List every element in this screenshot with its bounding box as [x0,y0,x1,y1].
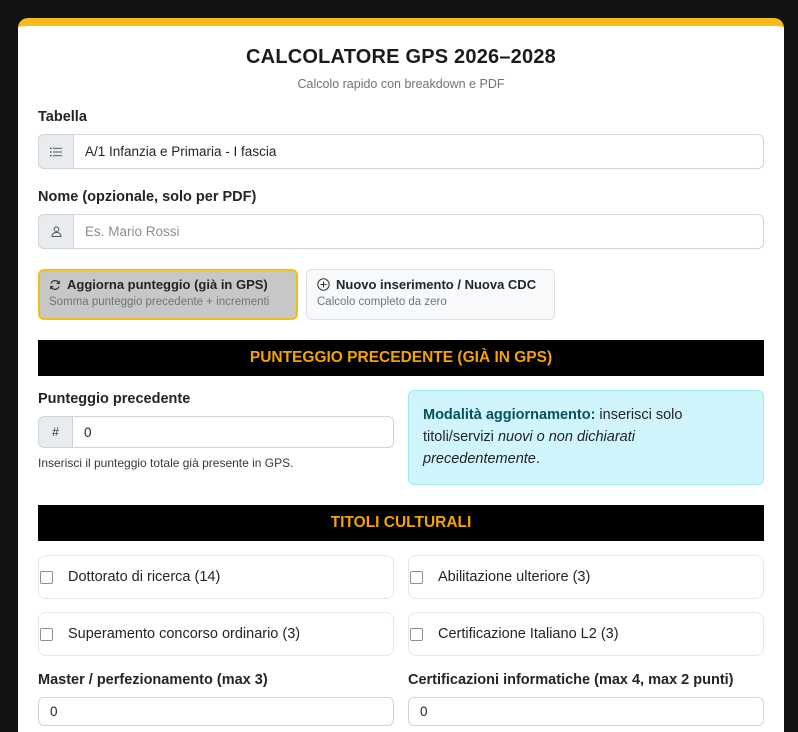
mode-nuovo-title-row [317,277,544,292]
mode-aggiorna-subtitle: Somma punteggio precedente + incrementi [49,296,270,308]
section-header-precedente: PUNTEGGIO PRECEDENTE (GIÀ IN GPS) [38,340,764,376]
tabella-select[interactable] [38,134,764,169]
checkbox[interactable] [410,628,423,641]
check-dottorato-label: Dottorato di ricerca (14) [68,569,221,585]
cert-info-input[interactable]: 0 [408,697,764,726]
punteggio-precedente-label: Punteggio precedente [38,391,191,407]
check-abilitazione-label: Abilitazione ulteriore (3) [438,569,591,585]
user-icon [38,214,73,249]
check-concorso-label: Superamento concorso ordinario (3) [68,626,301,642]
master-input[interactable]: 0 [38,697,394,726]
nome-label: Nome (opzionale, solo per PDF) [38,189,257,205]
cert-info-group [408,672,764,726]
mode-aggiorna-title: Aggiorna punteggio (già in GPS) [67,277,268,292]
mode-nuovo-title: Nuovo inserimento / Nuova CDC [336,277,537,292]
tabella-value[interactable]: A/1 Infanzia e Primaria - I fascia [73,134,764,169]
hash-icon: # [38,416,72,448]
nome-field[interactable] [38,214,764,249]
check-abilitazione[interactable] [408,555,764,599]
cert-info-label: Certificazioni informatiche (max 4, max 2 punti) [408,672,734,688]
alert-text: inserisci solo titoli/servizi [423,407,683,445]
mode-selector [38,269,764,320]
alert-bold: Modalità aggiornamento: [423,407,596,423]
checkbox[interactable] [410,571,423,584]
list-icon [38,134,73,169]
refresh-icon [49,279,61,291]
mode-nuovo-subtitle: Calcolo completo da zero [317,296,447,308]
master-group [38,672,394,726]
alert-italic: nuovi o non dichiarati precedentemente [423,429,635,467]
mode-nuovo-button[interactable] [306,269,555,320]
punteggio-precedente-input[interactable]: 0 [72,416,394,448]
info-alert [408,390,764,485]
section-header-titoli: TITOLI CULTURALI [38,505,764,541]
alert-end: . [535,451,540,467]
nome-input[interactable]: Es. Mario Rossi [73,214,764,249]
punteggio-precedente-field[interactable] [38,416,394,448]
calculator-card [18,18,784,732]
checkbox[interactable] [40,571,53,584]
master-label: Master / perfezionamento (max 3) [38,672,268,688]
check-concorso[interactable] [38,612,394,656]
page-title: CALCOLATORE GPS 2026–2028 [246,46,556,68]
mode-aggiorna-title-row [49,277,287,292]
punteggio-precedente-group [38,390,394,485]
plus-circle-icon [317,278,330,291]
mode-aggiorna-button[interactable] [38,269,298,320]
page-subtitle: Calcolo rapido con breakdown e PDF [297,77,505,91]
check-italiano-l2-label: Certificazione Italiano L2 (3) [438,626,619,642]
tabella-label: Tabella [38,109,87,125]
punteggio-precedente-hint: Inserisci il punteggio totale già presente in GPS. [38,456,294,470]
check-italiano-l2[interactable] [408,612,764,656]
checkbox[interactable] [40,628,53,641]
check-dottorato[interactable] [38,555,394,599]
